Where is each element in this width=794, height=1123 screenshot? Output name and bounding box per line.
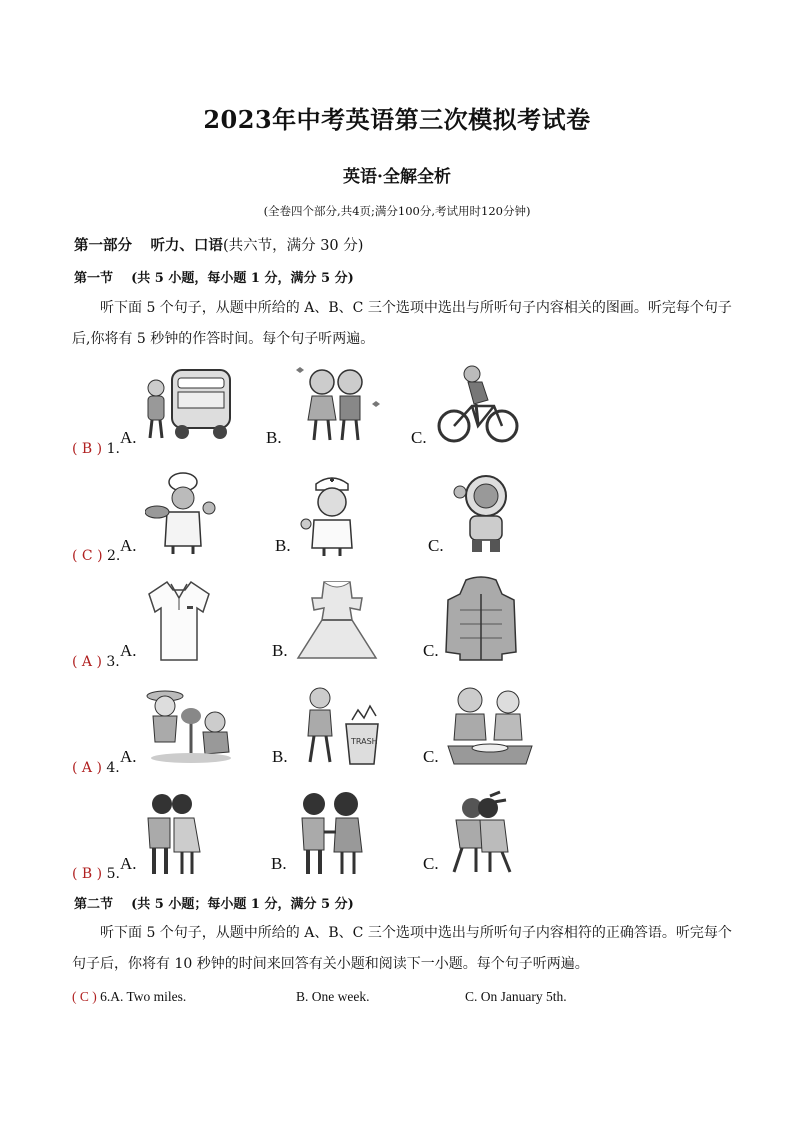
q2-option-a: A. xyxy=(120,536,137,555)
q1-option-b: B. xyxy=(266,428,282,447)
section1-detail: (共 5 小题，每小题 1 分，满分 5 分) xyxy=(131,271,354,286)
part1-detail: (共六节，满分 30 分) xyxy=(222,238,364,254)
question-3-number: 3. xyxy=(106,654,120,670)
q2-option-b: B. xyxy=(275,536,291,555)
planting-tree-icon xyxy=(145,686,237,766)
section2-instruction-line1: 听下面 5 个句子，从题中所给的 A、B、C 三个选项中选出与所听句子内容相符的正确答语。听完每个 xyxy=(100,925,732,941)
section1-label: 第一节 xyxy=(74,271,114,286)
question-6-answer: ( C ) xyxy=(72,989,97,1004)
doctor-icon xyxy=(300,472,364,556)
question-1-answer: ( B ) xyxy=(72,441,103,457)
cyclist-icon xyxy=(436,362,520,446)
section1-instruction-line1: 听下面 5 个句子，从题中所给的 A、B、C 三个选项中选出与所听句子内容相关的图画。听完每个句子 xyxy=(100,300,732,316)
part1-label: 第一部分 xyxy=(74,237,132,254)
jacket-icon xyxy=(444,576,518,662)
section2-heading xyxy=(74,893,354,912)
q1-option-c: C. xyxy=(411,428,427,447)
question-6-number: 6. xyxy=(100,989,111,1004)
question-5-label xyxy=(72,866,120,882)
q5-option-c: C. xyxy=(423,854,439,873)
q6-option-c: C. On January 5th. xyxy=(465,989,567,1004)
handshake-icon xyxy=(296,790,366,876)
q4-option-a: A. xyxy=(120,747,137,766)
question-4-label xyxy=(72,760,120,776)
q3-option-b: B. xyxy=(272,641,288,660)
question-4-number: 4. xyxy=(106,760,120,776)
hugging-icon xyxy=(446,790,518,876)
q3-option-a: A. xyxy=(120,641,137,660)
part1-heading xyxy=(74,234,363,255)
q6-option-b: B. One week. xyxy=(296,989,370,1004)
q3-option-c: C. xyxy=(423,641,439,660)
question-3-answer: ( A ) xyxy=(72,654,102,670)
q6-option-a: A. Two miles. xyxy=(110,989,187,1004)
section1-instruction xyxy=(72,293,732,355)
section2-instruction-line2: 句子后，你将有 10 秒钟的时间来回答有关小题和阅读下一小题。每个句子听两遍。 xyxy=(72,956,589,972)
kids-walking-icon xyxy=(292,364,384,444)
exam-note: (全卷四个部分,共4页;满分100分,考试用时120分钟) xyxy=(263,204,531,218)
section2-detail: (共 5 小题；每小题 1 分，满分 5 分) xyxy=(131,897,354,912)
q4-option-b: B. xyxy=(272,747,288,766)
question-6-label xyxy=(72,989,186,1005)
section1-instruction-line2: 后,你将有 5 秒钟的作答时间。每个句子听两遍。 xyxy=(72,331,375,347)
svg-text:TRASH: TRASH xyxy=(351,737,378,746)
page-title: 2023年中考英语第三次模拟考试卷 xyxy=(203,105,591,134)
question-2-number: 2. xyxy=(107,548,121,564)
trash-can-icon xyxy=(296,684,388,768)
q2-option-c: C. xyxy=(428,536,444,555)
question-2-answer: ( C ) xyxy=(72,548,103,564)
page-subtitle: 英语·全解全析 xyxy=(343,167,451,187)
dress-icon xyxy=(296,578,378,662)
q5-option-b: B. xyxy=(271,854,287,873)
kissing-icon xyxy=(140,790,204,876)
q4-option-c: C. xyxy=(423,747,439,766)
q1-option-a: A. xyxy=(120,428,137,447)
question-1-label xyxy=(72,441,120,457)
washing-dishes-icon xyxy=(446,684,534,768)
section1-heading xyxy=(74,267,354,286)
question-1-number: 1. xyxy=(106,441,120,457)
section2-label: 第二节 xyxy=(74,897,114,912)
question-3-label xyxy=(72,654,120,670)
question-4-answer: ( A ) xyxy=(72,760,102,776)
question-5-number: 5. xyxy=(106,866,120,882)
question-5-answer: ( B ) xyxy=(72,866,103,882)
chef-icon xyxy=(145,472,225,556)
question-2-label xyxy=(72,548,120,564)
part1-name: 听力、口语 xyxy=(150,237,223,254)
polo-shirt-icon xyxy=(145,578,213,662)
astronaut-icon xyxy=(452,472,518,556)
q5-option-a: A. xyxy=(120,854,137,873)
school-bus-icon xyxy=(142,364,234,444)
section2-instruction xyxy=(72,918,732,980)
